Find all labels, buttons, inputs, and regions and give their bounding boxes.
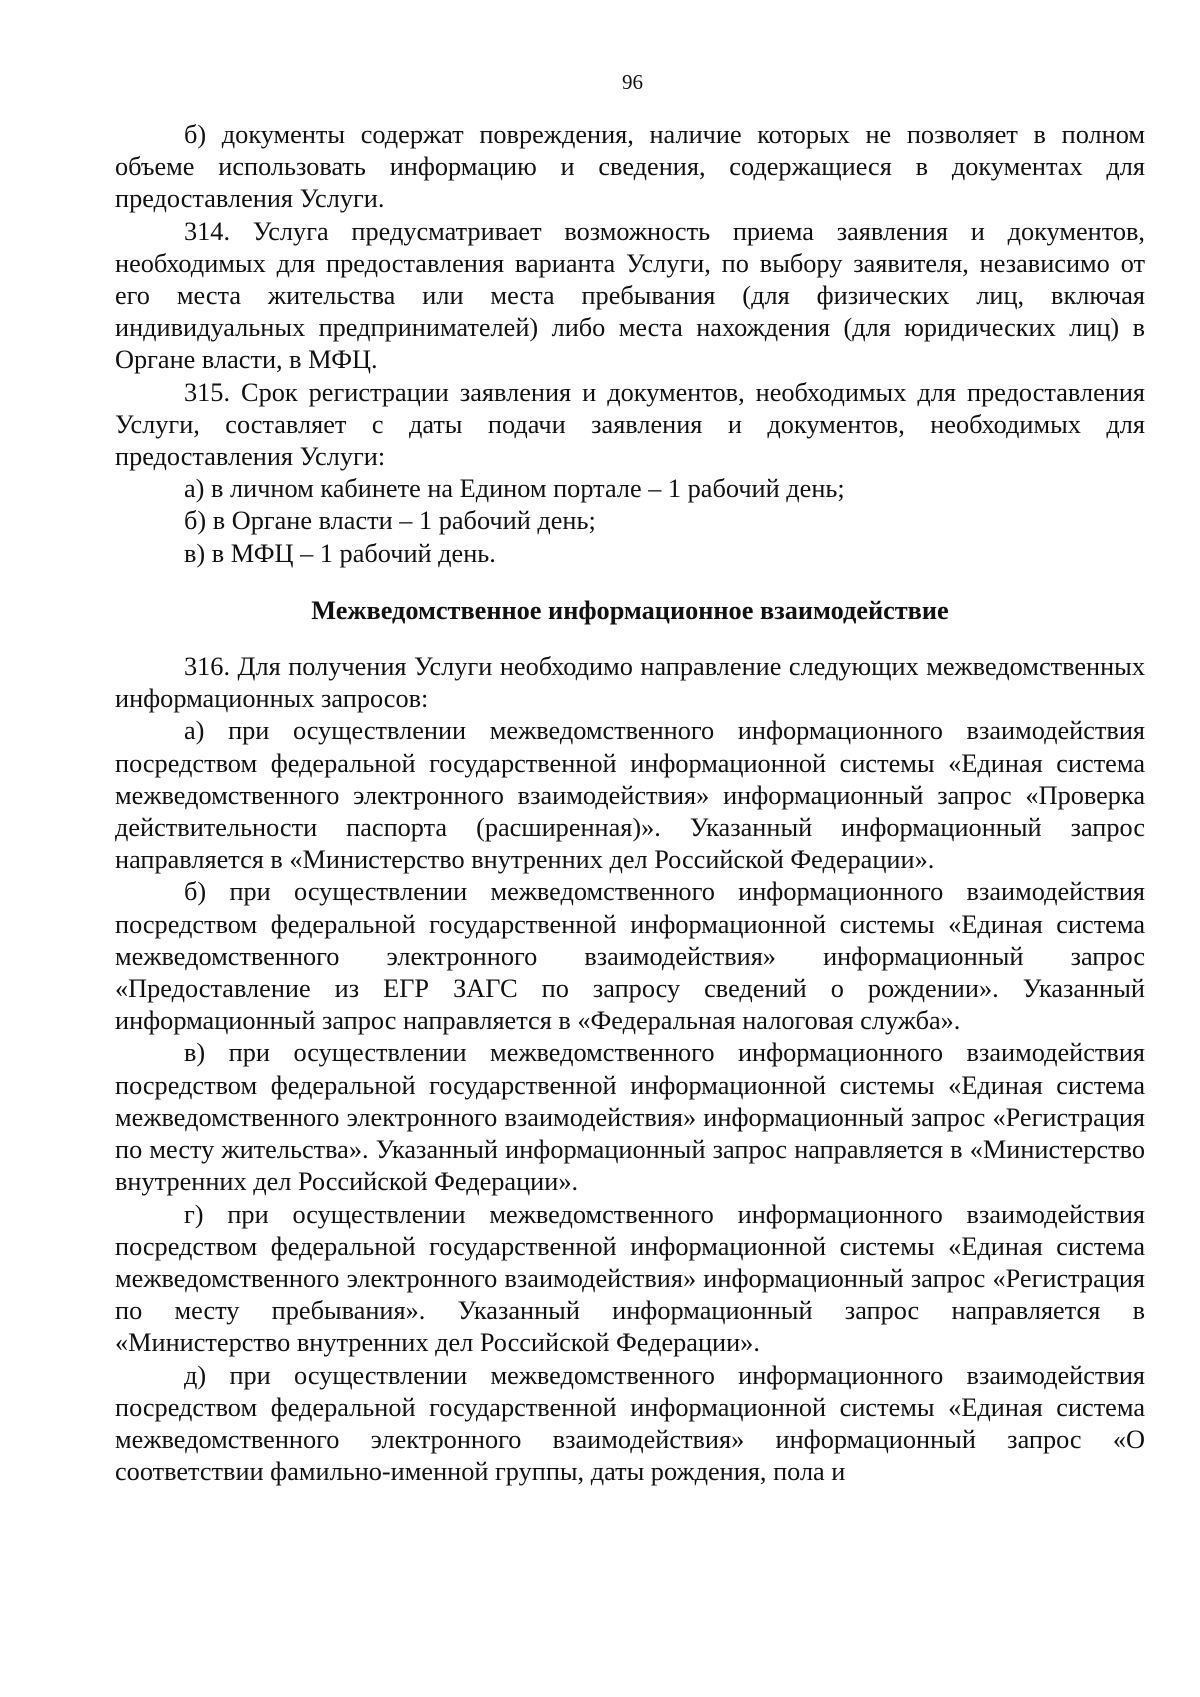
- paragraph-316-a: а) при осуществлении межведомственного информационного взаимодействия посредством федеральной государственной информационной системы «Единая система межведомственного электронного взаимодействия» информационный запрос «Проверка действительности паспорта (расширенная)». Указанный информационный запрос направляется в «Министерство внутренних дел Российской Федерации».: [115, 716, 1145, 875]
- paragraph-315: 315. Срок регистрации заявления и документов, необходимых для предоставления Услуги, составляет с даты подачи заявления и документов, необходимых для предоставления Услуги:: [115, 377, 1145, 472]
- paragraph-314: 314. Услуга предусматривает возможность приема заявления и документов, необходимых для предоставления варианта Услуги, по выбору заявителя, независимо от его места жительства или места пребывания (для физических лиц, включая индивидуальных предпринимателей) либо места нахождения (для юридических лиц) в Органе власти, в МФЦ.: [115, 216, 1145, 375]
- paragraph-316-v: в) при осуществлении межведомственного информационного взаимодействия посредством федеральной государственной информационной системы «Единая система межведомственного электронного взаимодействия» информационный запрос «Регистрация по месту жительства». Указанный информационный запрос направляется в «Министерство внутренних дел Российской Федерации».: [115, 1038, 1145, 1197]
- paragraph-316: 316. Для получения Услуги необходимо направление следующих межведомственных информационных запросов:: [115, 652, 1145, 714]
- document-body: [115, 119, 1145, 1488]
- paragraph-316-g: г) при осуществлении межведомственного информационного взаимодействия посредством федеральной государственной информационной системы «Единая система межведомственного электронного взаимодействия» информационный запрос «Регистрация по месту пребывания». Указанный информационный запрос направляется в «Министерство внутренних дел Российской Федерации».: [115, 1199, 1145, 1358]
- page-number: 96: [622, 70, 643, 94]
- paragraph-315-v: в) в МФЦ – 1 рабочий день.: [184, 538, 496, 568]
- paragraph-316-d: д) при осуществлении межведомственного информационного взаимодействия посредством федеральной государственной информационной системы «Единая система межведомственного электронного взаимодействия» информационный запрос «О соответствии фамильно-именной группы, даты рождения, пола и: [115, 1360, 1145, 1487]
- paragraph-item-b-damage: б) документы содержат повреждения, наличие которых не позволяет в полном объеме использовать информацию и сведения, содержащиеся в документах для предоставления Услуги.: [115, 120, 1145, 214]
- paragraph-315-b: б) в Органе власти – 1 рабочий день;: [184, 506, 596, 536]
- paragraph-315-a: а) в личном кабинете на Едином портале – 1 рабочий день;: [184, 474, 845, 504]
- section-heading: Межведомственное информационное взаимодействие: [311, 595, 949, 625]
- paragraph-316-b: б) при осуществлении межведомственного информационного взаимодействия посредством федеральной государственной информационной системы «Единая система межведомственного электронного взаимодействия» информационный запрос «Предоставление из ЕГР ЗАГС по запросу сведений о рождении». Указанный информационный запрос направляется в «Федеральная налоговая служба».: [115, 877, 1145, 1036]
